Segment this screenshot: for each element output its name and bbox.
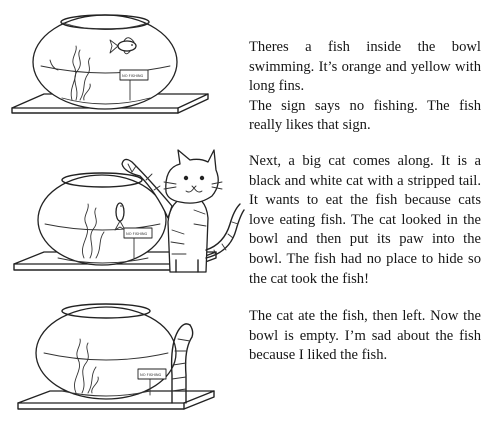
empty-bowl-illustration — [0, 295, 250, 440]
story-panel-3 — [0, 295, 487, 440]
sign-text: NO FISHING — [140, 373, 162, 377]
fish-bowl-illustration — [0, 0, 250, 140]
fish-bowl — [36, 304, 176, 399]
fish-bowl — [33, 15, 177, 109]
sign-text: NO FISHING — [126, 232, 148, 236]
story-text-3 — [249, 307, 481, 366]
cat-and-bowl-illustration — [0, 140, 250, 295]
paragraph: The sign says no fishing. The fish really likes that sign. — [249, 97, 481, 134]
story-text-1 — [249, 38, 481, 136]
fish-bowl — [38, 173, 166, 265]
story-panel-2 — [0, 140, 487, 295]
paragraph: The cat ate the fish, then left. Now the bowl is empty. I’m sad about the fish because I liked the fish. — [249, 308, 481, 364]
story-panel-1 — [0, 0, 487, 140]
paragraph: Next, a big cat comes along. It is a black and white cat with a stripped tail. It wants to eat the fish because cats love eating fish. The cat looked in the bowl and then put its paw into the bowl. The fish had no place to hide so the cat took the fish! — [249, 153, 481, 287]
sign-text: NO FISHING — [122, 74, 144, 78]
story-text-2 — [249, 152, 481, 289]
paragraph: Theres a fish inside the bowl swimming. It’s orange and yellow with long fins. — [249, 39, 481, 95]
